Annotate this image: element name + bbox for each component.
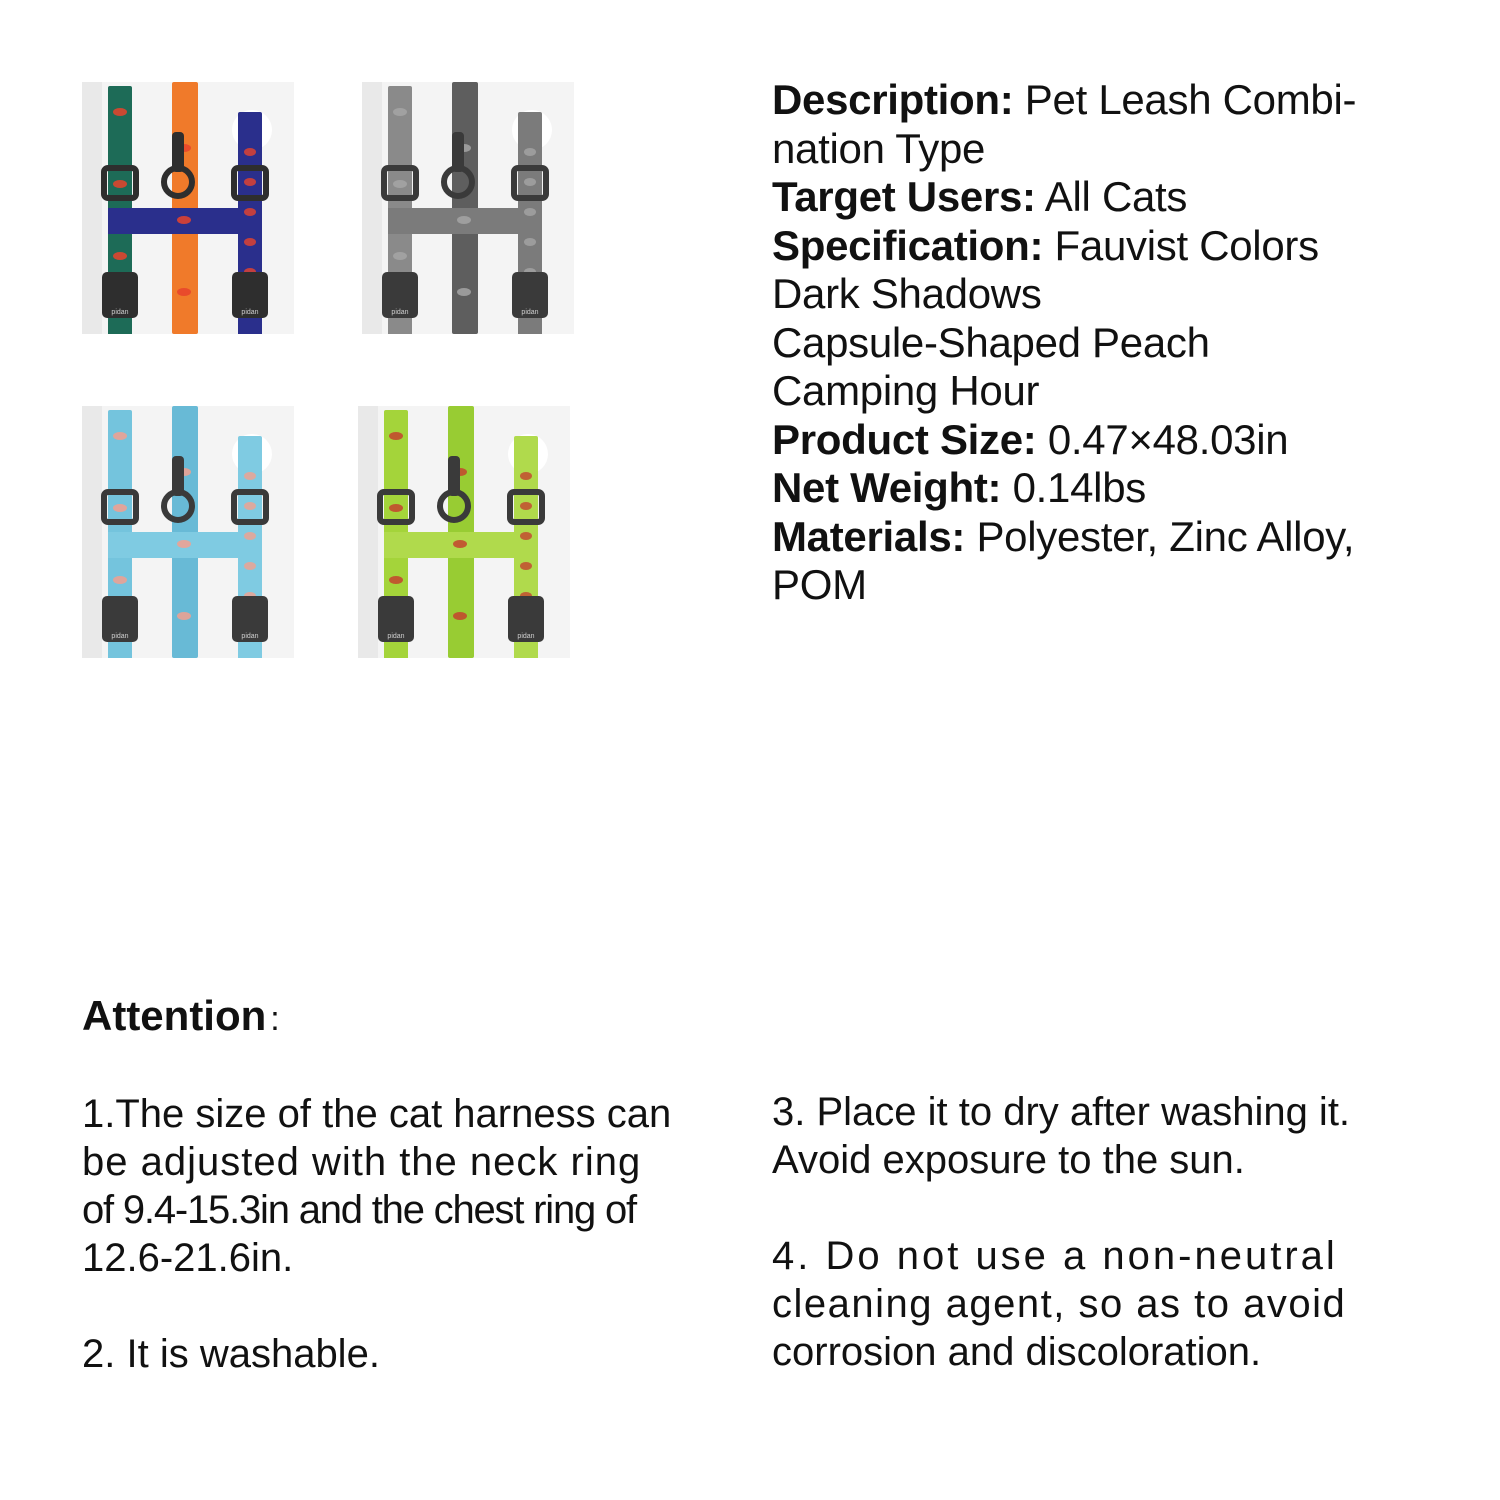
svg-text:pidan: pidan [387, 633, 405, 640]
attention-column-right [772, 1088, 1432, 1376]
spec-weight-label: Net Weight: [772, 464, 1002, 511]
attention-item-1-line-3: of 9.4-15.3in and the chest ring of [82, 1188, 636, 1232]
spec-materials-value: Polyester, Zinc Alloy, [965, 512, 1355, 560]
attention-item-3 [772, 1088, 1432, 1184]
spec-materials-value-cont: POM [772, 561, 867, 608]
attention-item-2: 2. It is washable. [82, 1332, 380, 1376]
attention-item-1-line-4: 12.6-21.6in. [82, 1236, 294, 1280]
spec-specification-value-1: Fauvist Colors [1043, 221, 1319, 269]
spec-weight-value: 0.14lbs [1001, 464, 1146, 511]
spec-specification-label: Specification: [772, 221, 1044, 269]
attention-item-4-line-1: 4. Do not use a non-neutral [772, 1234, 1338, 1278]
spec-specification-value-3: Capsule-Shaped Peach [772, 318, 1210, 366]
spec-description [772, 76, 1432, 173]
spec-specification-value-2: Dark Shadows [772, 270, 1042, 317]
spec-target-users [772, 173, 1432, 222]
svg-text:pidan: pidan [111, 309, 129, 316]
spec-product-size [772, 416, 1432, 465]
spec-target-label: Target Users: [772, 173, 1036, 220]
spec-size-label: Product Size: [772, 415, 1037, 463]
spec-description-value-cont: nation Type [772, 124, 986, 172]
attention-item-4-line-3: corrosion and discoloration. [772, 1330, 1262, 1374]
product-photo-camping-hour [358, 406, 570, 658]
attention-item-1-line-1: 1.The size of the cat harness can [82, 1092, 672, 1136]
spec-materials-label: Materials: [772, 512, 966, 560]
attention-item-1-line-2: be adjusted with the neck ring [82, 1140, 642, 1184]
spec-size-value: 0.47×48.03in [1036, 415, 1289, 463]
spec-net-weight [772, 464, 1432, 513]
svg-text:pidan: pidan [241, 309, 259, 316]
svg-text:pidan: pidan [521, 309, 539, 316]
spec-description-label: Description: [772, 76, 1014, 123]
spec-description-value: Pet Leash Combi- [1013, 76, 1357, 123]
attention-column-left [82, 1090, 742, 1378]
svg-text:pidan: pidan [241, 633, 259, 640]
svg-text:pidan: pidan [391, 309, 409, 316]
spec-target-value: All Cats [1035, 173, 1188, 220]
spec-specification [772, 222, 1432, 416]
svg-text:pidan: pidan [111, 633, 129, 640]
attention-heading [82, 992, 280, 1043]
svg-text:pidan: pidan [517, 633, 535, 640]
attention-item-3-line-2: Avoid exposure to the sun. [772, 1138, 1245, 1182]
attention-item-3-line-1: 3. Place it to dry after washing it. [772, 1090, 1351, 1134]
spec-materials [772, 513, 1432, 610]
product-specs [772, 76, 1432, 610]
product-photo-dark-shadows [362, 82, 574, 334]
attention-item-4 [772, 1232, 1432, 1376]
product-photo-fauvist-colors [82, 82, 294, 334]
attention-colon: : [270, 1000, 280, 1038]
attention-item-4-line-2: cleaning agent, so as to avoid [772, 1282, 1347, 1326]
product-photo-capsule-shaped-peach [82, 406, 294, 658]
spec-specification-value-4: Camping Hour [772, 367, 1040, 414]
attention-title: Attention [82, 992, 267, 1039]
attention-item-1 [82, 1090, 742, 1282]
